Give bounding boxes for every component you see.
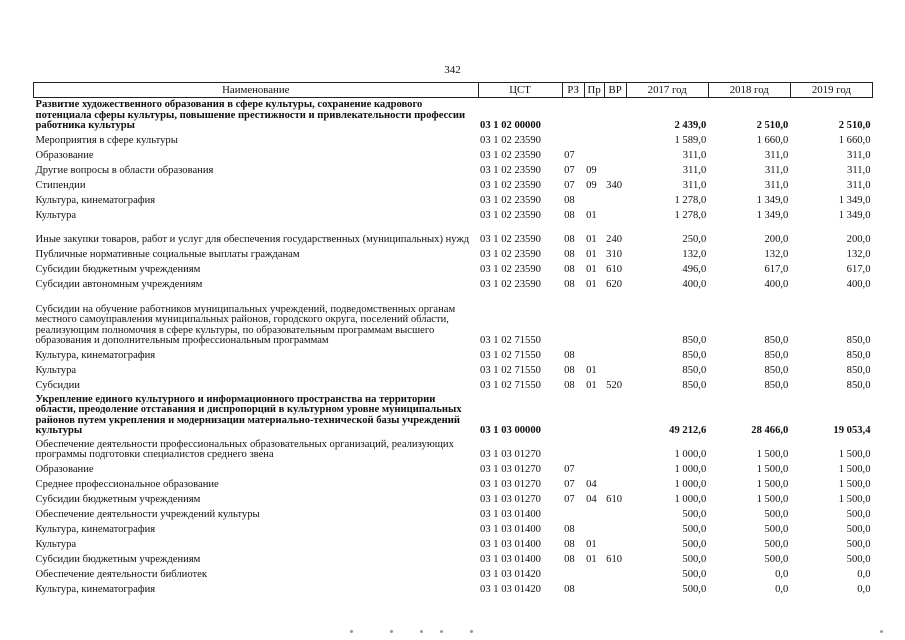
row-rz: 07 <box>564 479 575 491</box>
row-rz: 07 <box>564 165 575 177</box>
row-vr <box>604 98 626 133</box>
row-2019: 850,0 <box>846 380 871 392</box>
row-2019: 311,0 <box>847 150 871 162</box>
row-2017: 850,0 <box>682 380 707 392</box>
row-2019: 311,0 <box>847 180 871 192</box>
row-2018: 1 500,0 <box>756 464 789 476</box>
table-row <box>34 521 873 536</box>
header-2017: 2017 год <box>626 83 708 98</box>
row-pr <box>584 437 604 461</box>
row-rz: 08 <box>564 210 575 222</box>
row-pr: 01 <box>586 210 597 222</box>
row-cst: 03 1 03 01400 <box>480 524 541 536</box>
row-2017: 500,0 <box>682 569 707 581</box>
row-cst: 03 1 02 71550 <box>480 380 541 392</box>
table-row <box>34 147 873 162</box>
header-rz: РЗ <box>562 83 584 98</box>
row-2019: 850,0 <box>846 350 871 362</box>
row-vr <box>604 461 626 476</box>
row-rz: 07 <box>564 150 575 162</box>
row-name: Укрепление единого культурного и информационного пространства на территории области, преодоление отставания и диспропорций в культурном уровне муниципальных районов путем укрепления и модернизации материально-технической базы учреждений культуры <box>35 393 462 437</box>
row-rz <box>562 566 584 581</box>
header-name: Наименование <box>34 83 479 98</box>
row-pr: 01 <box>586 249 597 261</box>
scan-artifacts <box>350 630 890 636</box>
row-2018: 1 349,0 <box>756 210 789 222</box>
row-cst: 03 1 03 01270 <box>480 464 541 476</box>
header-2019: 2019 год <box>790 83 872 98</box>
table-header-row <box>34 83 873 98</box>
row-vr: 610 <box>606 554 623 566</box>
row-2017: 500,0 <box>682 509 707 521</box>
row-2018: 850,0 <box>764 335 789 347</box>
row-2019: 200,0 <box>846 234 871 246</box>
row-rz: 08 <box>564 539 575 551</box>
table-row <box>34 566 873 581</box>
row-2019: 400,0 <box>846 279 871 291</box>
row-pr: 01 <box>586 380 597 392</box>
row-2019: 132,0 <box>846 249 871 261</box>
row-2017: 500,0 <box>682 554 707 566</box>
row-pr: 01 <box>586 264 597 276</box>
row-vr <box>604 476 626 491</box>
row-vr: 240 <box>606 234 623 246</box>
row-pr <box>584 566 604 581</box>
row-cst: 03 1 03 01400 <box>480 539 541 551</box>
row-pr <box>584 392 604 437</box>
row-name: Развитие художественного образования в сфере культуры, сохранение кадрового потенциала сферы культуры, повышение престижности и привлекательности профессии работника культуры <box>35 99 466 132</box>
row-pr <box>584 192 604 207</box>
row-rz: 08 <box>564 584 575 596</box>
row-vr <box>604 207 626 222</box>
table-row <box>34 392 873 437</box>
table-row <box>34 246 873 261</box>
row-cst: 03 1 02 71550 <box>480 350 541 362</box>
row-cst: 03 1 03 01400 <box>480 509 541 521</box>
row-2018: 400,0 <box>764 279 789 291</box>
row-pr <box>584 291 604 347</box>
row-cst: 03 1 02 23590 <box>480 279 541 291</box>
row-pr <box>584 581 604 596</box>
row-cst: 03 1 02 23590 <box>480 210 541 222</box>
row-vr: 310 <box>606 249 623 261</box>
row-2017: 1 278,0 <box>674 195 707 207</box>
row-pr <box>584 461 604 476</box>
row-vr: 340 <box>606 180 623 192</box>
row-2018: 2 510,0 <box>756 120 789 132</box>
row-cst: 03 1 02 23590 <box>480 234 541 246</box>
row-rz <box>562 506 584 521</box>
row-2018: 850,0 <box>764 350 789 362</box>
row-2017: 1 000,0 <box>674 464 707 476</box>
row-cst: 03 1 02 23590 <box>480 135 541 147</box>
table-row <box>34 377 873 392</box>
row-2018: 200,0 <box>764 234 789 246</box>
row-pr <box>584 521 604 536</box>
row-2018: 1 349,0 <box>756 195 789 207</box>
row-2017: 1 000,0 <box>674 449 707 461</box>
row-cst: 03 1 02 23590 <box>480 180 541 192</box>
row-name: Мероприятия в сфере культуры <box>35 135 178 147</box>
row-rz: 08 <box>564 554 575 566</box>
table-row <box>34 347 873 362</box>
row-pr: 04 <box>586 479 597 491</box>
row-2018: 1 500,0 <box>756 479 789 491</box>
row-name: Среднее профессиональное образование <box>35 479 219 491</box>
row-name: Субсидии <box>35 380 80 392</box>
row-cst: 03 1 03 01270 <box>480 449 541 461</box>
row-cst: 03 1 02 71550 <box>480 365 541 377</box>
table-row <box>34 536 873 551</box>
row-2017: 49 212,6 <box>669 425 707 437</box>
table-row <box>34 581 873 596</box>
row-2019: 0,0 <box>857 569 871 581</box>
row-cst: 03 1 02 00000 <box>480 120 541 132</box>
row-pr: 01 <box>586 234 597 246</box>
table-row <box>34 207 873 222</box>
row-2017: 496,0 <box>682 264 707 276</box>
row-cst: 03 1 03 01400 <box>480 554 541 566</box>
row-2017: 2 439,0 <box>674 120 707 132</box>
row-pr: 01 <box>586 365 597 377</box>
row-vr <box>604 362 626 377</box>
row-2018: 28 466,0 <box>751 425 789 437</box>
row-vr <box>604 392 626 437</box>
row-2019: 0,0 <box>857 584 871 596</box>
row-name: Субсидии бюджетным учреждениям <box>35 264 201 276</box>
row-pr: 01 <box>586 539 597 551</box>
row-rz <box>562 98 584 133</box>
row-pr <box>584 132 604 147</box>
row-rz: 08 <box>564 195 575 207</box>
row-2017: 850,0 <box>682 365 707 377</box>
header-2018: 2018 год <box>708 83 790 98</box>
row-2017: 311,0 <box>682 180 707 192</box>
row-vr <box>604 162 626 177</box>
row-2017: 250,0 <box>682 234 707 246</box>
table-row <box>34 491 873 506</box>
row-name: Обеспечение деятельности библиотек <box>35 569 207 581</box>
row-rz <box>562 132 584 147</box>
row-cst: 03 1 03 00000 <box>480 425 541 437</box>
table-row <box>34 98 873 133</box>
row-2018: 311,0 <box>764 180 789 192</box>
table-row <box>34 437 873 461</box>
row-name: Обеспечение деятельности профессиональных образовательных организаций, реализующих программы подготовки специалистов среднего звена <box>35 438 454 461</box>
row-pr: 01 <box>586 554 597 566</box>
row-2018: 850,0 <box>764 380 789 392</box>
row-cst: 03 1 03 01270 <box>480 494 541 506</box>
row-vr <box>604 192 626 207</box>
row-2017: 500,0 <box>682 584 707 596</box>
row-cst: 03 1 02 23590 <box>480 249 541 261</box>
row-pr: 01 <box>586 279 597 291</box>
row-2017: 850,0 <box>682 350 707 362</box>
row-2017: 400,0 <box>682 279 707 291</box>
header-pr: Пр <box>584 83 604 98</box>
row-rz <box>562 392 584 437</box>
row-rz: 08 <box>564 264 575 276</box>
row-name: Культура <box>35 210 77 222</box>
row-2018: 500,0 <box>764 524 789 536</box>
row-2019: 500,0 <box>846 524 871 536</box>
table-row <box>34 177 873 192</box>
row-vr <box>604 506 626 521</box>
row-2019: 1 500,0 <box>838 449 871 461</box>
row-2019: 1 500,0 <box>838 464 871 476</box>
row-2019: 500,0 <box>846 509 871 521</box>
header-cst: ЦСТ <box>478 83 562 98</box>
row-vr <box>604 581 626 596</box>
row-2017: 1 278,0 <box>674 210 707 222</box>
row-rz <box>562 291 584 347</box>
table-row <box>34 461 873 476</box>
row-vr <box>604 147 626 162</box>
row-2018: 1 660,0 <box>756 135 789 147</box>
row-2017: 311,0 <box>682 165 707 177</box>
table-row <box>34 222 873 246</box>
table-row <box>34 162 873 177</box>
row-2019: 1 349,0 <box>838 195 871 207</box>
row-2018: 850,0 <box>764 365 789 377</box>
row-rz <box>562 437 584 461</box>
row-vr <box>604 347 626 362</box>
row-vr: 620 <box>606 279 623 291</box>
row-2017: 1 589,0 <box>674 135 707 147</box>
row-cst: 03 1 03 01270 <box>480 479 541 491</box>
row-name: Культура, кинематография <box>35 584 156 596</box>
row-cst: 03 1 02 23590 <box>480 264 541 276</box>
row-cst: 03 1 02 71550 <box>480 335 541 347</box>
row-2019: 500,0 <box>846 539 871 551</box>
table-row <box>34 551 873 566</box>
row-2017: 132,0 <box>682 249 707 261</box>
row-rz: 08 <box>564 249 575 261</box>
row-2019: 1 349,0 <box>838 210 871 222</box>
table-row <box>34 291 873 347</box>
row-2019: 19 053,4 <box>833 425 871 437</box>
row-2017: 311,0 <box>682 150 707 162</box>
page-number: 342 <box>444 64 461 76</box>
row-2018: 617,0 <box>764 264 789 276</box>
row-2018: 1 500,0 <box>756 494 789 506</box>
row-vr <box>604 521 626 536</box>
row-2019: 2 510,0 <box>838 120 871 132</box>
row-vr <box>604 437 626 461</box>
row-pr: 09 <box>586 165 597 177</box>
row-2018: 311,0 <box>764 165 789 177</box>
row-2018: 0,0 <box>775 584 789 596</box>
row-name: Культура <box>35 539 77 551</box>
row-cst: 03 1 03 01420 <box>480 569 541 581</box>
row-2019: 850,0 <box>846 365 871 377</box>
row-name: Иные закупки товаров, работ и услуг для обеспечения государственных (муниципальных) нужд <box>35 234 470 246</box>
row-rz: 08 <box>564 365 575 377</box>
row-name: Обеспечение деятельности учреждений культуры <box>35 509 260 521</box>
table-row <box>34 261 873 276</box>
row-2017: 850,0 <box>682 335 707 347</box>
row-name: Образование <box>35 464 94 476</box>
row-2018: 500,0 <box>764 509 789 521</box>
row-name: Другие вопросы в области образования <box>35 165 214 177</box>
row-2019: 1 660,0 <box>838 135 871 147</box>
row-pr: 04 <box>586 494 597 506</box>
row-rz: 08 <box>564 279 575 291</box>
budget-table <box>33 82 873 596</box>
row-2018: 132,0 <box>764 249 789 261</box>
row-name: Культура <box>35 365 77 377</box>
row-vr: 520 <box>606 380 623 392</box>
row-2019: 850,0 <box>846 335 871 347</box>
row-name: Стипендии <box>35 180 86 192</box>
table-row <box>34 276 873 291</box>
row-vr <box>604 291 626 347</box>
row-2019: 500,0 <box>846 554 871 566</box>
row-vr: 610 <box>606 494 623 506</box>
row-name: Субсидии бюджетным учреждениям <box>35 494 201 506</box>
table-row <box>34 192 873 207</box>
row-rz: 08 <box>564 380 575 392</box>
row-cst: 03 1 02 23590 <box>480 195 541 207</box>
row-pr <box>584 347 604 362</box>
row-cst: 03 1 02 23590 <box>480 165 541 177</box>
row-vr: 610 <box>606 264 623 276</box>
row-rz: 08 <box>564 234 575 246</box>
row-2017: 1 000,0 <box>674 494 707 506</box>
row-name: Образование <box>35 150 94 162</box>
table-row <box>34 362 873 377</box>
header-vr: ВР <box>604 83 626 98</box>
row-pr: 09 <box>586 180 597 192</box>
row-rz: 08 <box>564 524 575 536</box>
row-2017: 1 000,0 <box>674 479 707 491</box>
row-2019: 1 500,0 <box>838 479 871 491</box>
row-name: Культура, кинематография <box>35 350 156 362</box>
row-pr <box>584 98 604 133</box>
row-name: Субсидии автономным учреждениям <box>35 279 203 291</box>
row-pr <box>584 506 604 521</box>
row-2018: 500,0 <box>764 539 789 551</box>
table-row <box>34 506 873 521</box>
row-2018: 0,0 <box>775 569 789 581</box>
row-cst: 03 1 03 01420 <box>480 584 541 596</box>
table-row <box>34 132 873 147</box>
row-name: Субсидии на обучение работников муниципальных учреждений, подведомственных органам местного самоуправления муниципальных районов, городского округа, поселений области, реализующим полномочия в сфере культуры, по образовательным программам высшего образования и дополнительным профессиональным программам <box>35 303 456 347</box>
row-2019: 1 500,0 <box>838 494 871 506</box>
row-name: Субсидии бюджетным учреждениям <box>35 554 201 566</box>
row-2017: 500,0 <box>682 524 707 536</box>
row-rz: 07 <box>564 180 575 192</box>
row-pr <box>584 147 604 162</box>
row-2018: 500,0 <box>764 554 789 566</box>
row-name: Культура, кинематография <box>35 195 156 207</box>
row-2017: 500,0 <box>682 539 707 551</box>
row-vr <box>604 566 626 581</box>
row-2018: 311,0 <box>764 150 789 162</box>
row-rz: 08 <box>564 350 575 362</box>
row-2019: 617,0 <box>846 264 871 276</box>
row-rz: 07 <box>564 494 575 506</box>
row-name: Публичные нормативные социальные выплаты гражданам <box>35 249 300 261</box>
row-2019: 311,0 <box>847 165 871 177</box>
row-2018: 1 500,0 <box>756 449 789 461</box>
row-vr <box>604 132 626 147</box>
row-vr <box>604 536 626 551</box>
table-row <box>34 476 873 491</box>
row-cst: 03 1 02 23590 <box>480 150 541 162</box>
row-rz: 07 <box>564 464 575 476</box>
row-name: Культура, кинематография <box>35 524 156 536</box>
